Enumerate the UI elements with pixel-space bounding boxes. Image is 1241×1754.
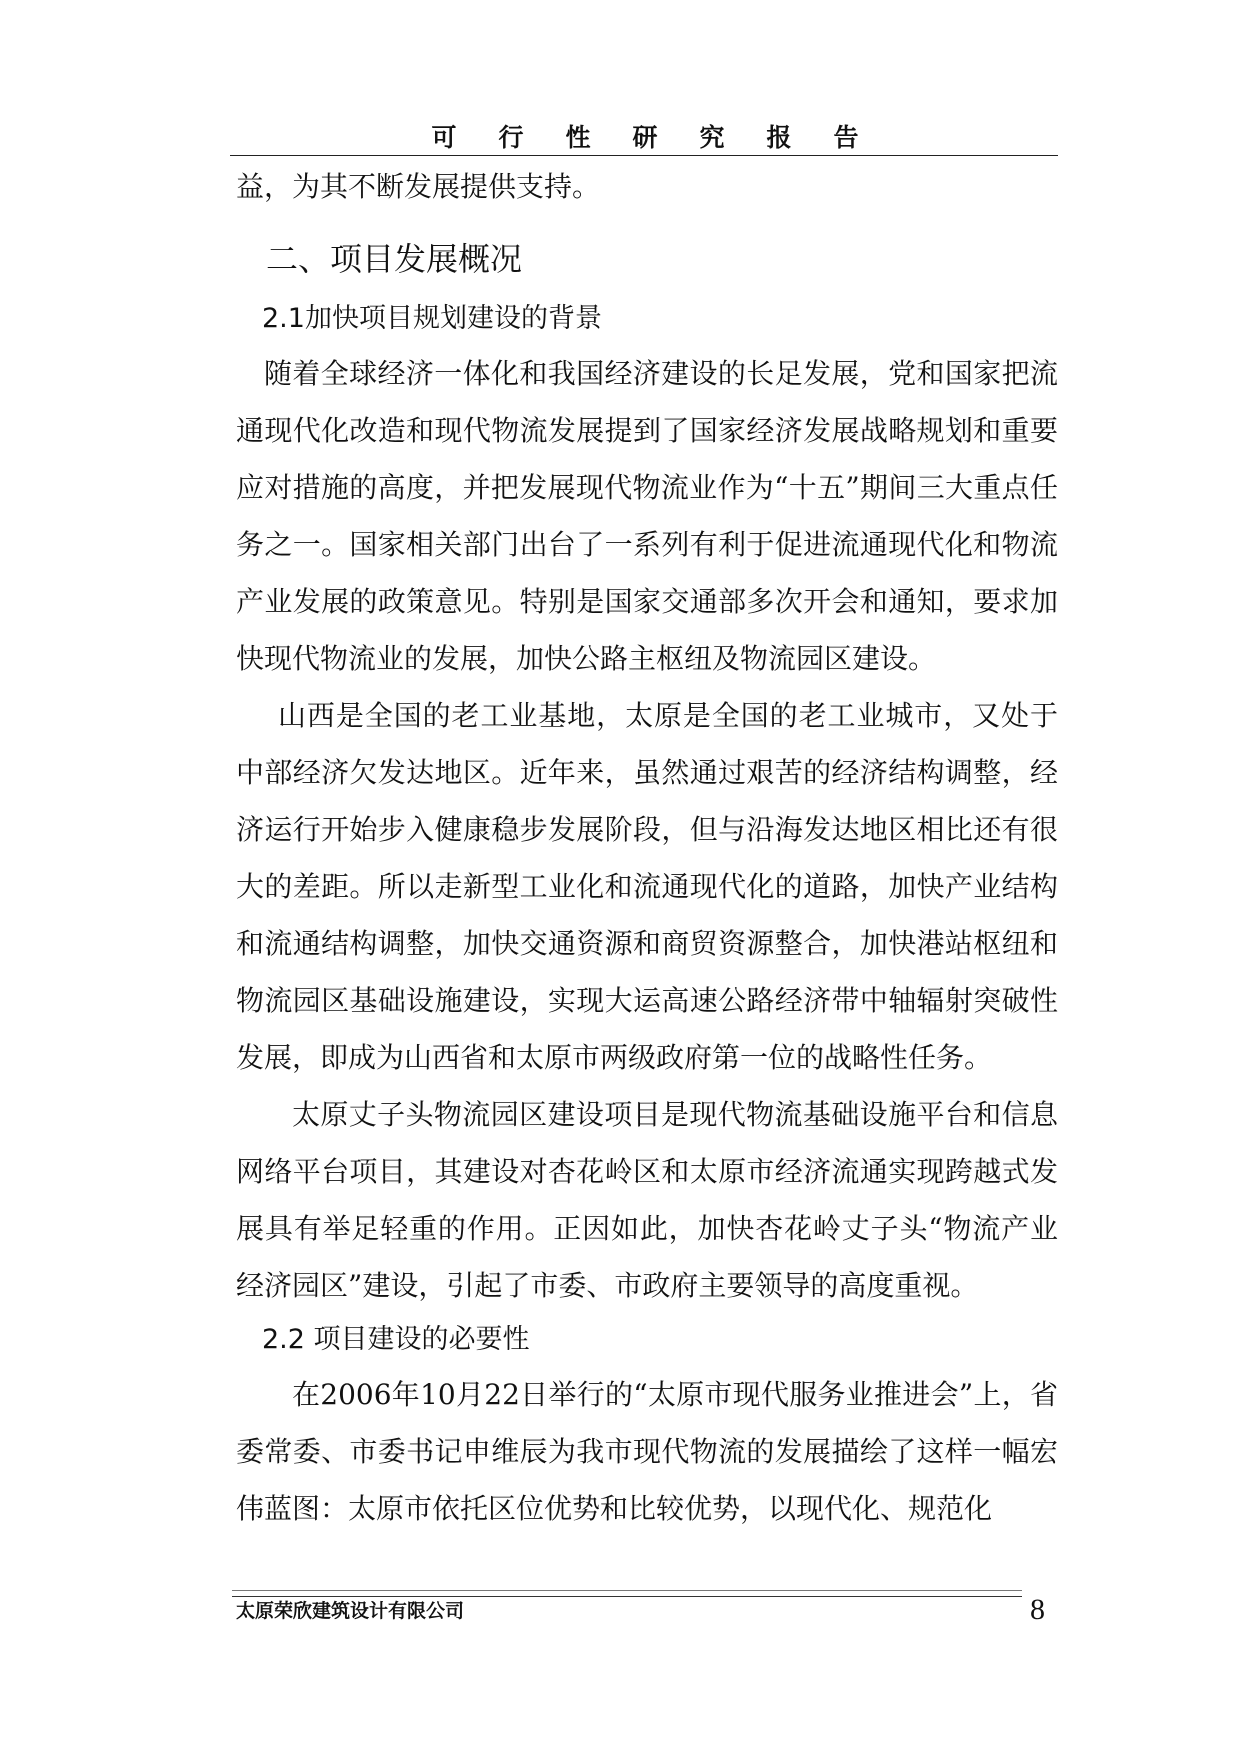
footer-divider xyxy=(232,1590,1022,1597)
paragraph-necessity: 在2006年10月22日举行的“太原市现代服务业推进会”上，省委常委、市委书记申维辰为我市现代物流的发展描绘了这样一幅宏伟蓝图：太原市依托区位优势和比较优势，以现代化、规范化 xyxy=(236,1378,1058,1525)
header-divider xyxy=(230,155,1058,156)
paragraph-shanxi: 山西是全国的老工业基地，太原是全国的老工业城市，又处于中部经济欠发达地区。近年来，虽然通过艰苦的经济结构调整，经济运行开始步入健康稳步发展阶段，但与沿海发达地区相比还有很大的差距。所以走新型工业化和流通现代化的道路，加快产业结构和流通结构调整，加快交通资源和商贸资源整合，加快港站枢纽和物流园区基础设施建设，实现大运高速公路经济带中轴辐射突破性发展，即成为山西省和太原市两级政府第一位的战略性任务。 xyxy=(236,699,1058,1074)
continuation-text: 益，为其不断发展提供支持。 xyxy=(236,170,601,203)
subsection-heading-2-1: 2.1加快项目规划建设的背景 xyxy=(262,303,602,334)
paragraph-background: 随着全球经济一体化和我国经济建设的长足发展，党和国家把流通现代化改造和现代物流发展提到了国家经济发展战略规划和重要应对措施的高度，并把发展现代物流业作为“十五”期间三大重点任务之一。国家相关部门出台了一系列有利于促进流通现代化和物流产业发展的政策意见。特别是国家交通部多次开会和通知，要求加快现代物流业的发展，加快公路主枢纽及物流园区建设。 xyxy=(236,357,1058,675)
paragraph-project: 太原丈子头物流园区建设项目是现代物流基础设施平台和信息网络平台项目，其建设对杏花岭区和太原市经济流通实现跨越式发展具有举足轻重的作用。正因如此，加快杏花岭丈子头“物流产业经济园区”建设，引起了市委、市政府主要领导的高度重视。 xyxy=(236,1098,1058,1302)
document-body xyxy=(236,158,1058,1537)
page-number: 8 xyxy=(1030,1593,1045,1626)
footer-company-name: 太原荣欣建筑设计有限公司 xyxy=(236,1600,465,1622)
section-heading: 二、项目发展概况 xyxy=(266,240,523,278)
subsection-heading-2-2: 2.2 项目建设的必要性 xyxy=(262,1324,530,1355)
page-header-title: 可行性研究报告 xyxy=(431,123,901,152)
